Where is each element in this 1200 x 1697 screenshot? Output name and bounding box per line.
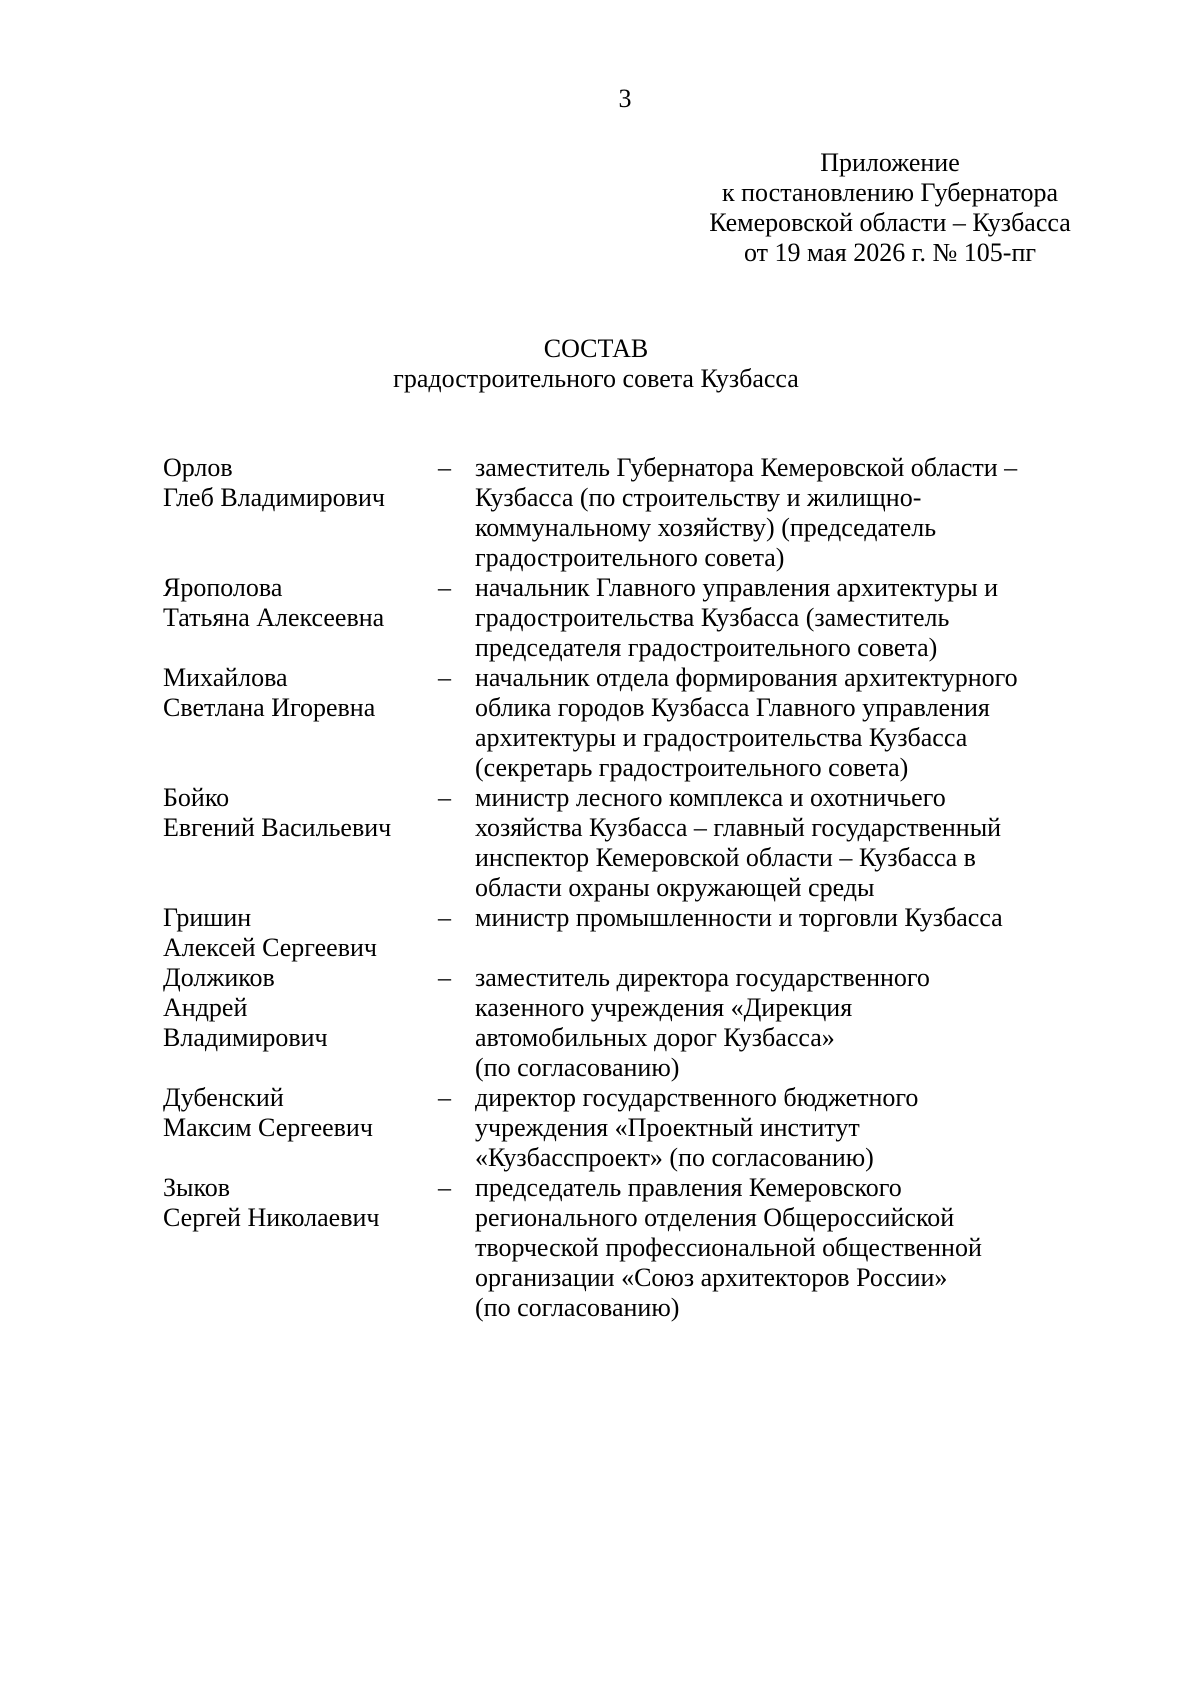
member-dash: – xyxy=(438,1173,451,1202)
member-row xyxy=(163,1173,1123,1323)
member-name-line: Андрей xyxy=(163,993,248,1022)
member-role-line: директор государственного бюджетного xyxy=(475,1083,919,1112)
member-name xyxy=(163,1173,438,1323)
member-role xyxy=(475,663,1045,783)
member-name xyxy=(163,963,438,1083)
member-role xyxy=(475,573,1045,663)
member-name xyxy=(163,1083,438,1173)
appendix-line: Кемеровской области – Кузбасса xyxy=(709,208,1071,237)
member-role-line: области охраны окружающей среды xyxy=(475,873,875,902)
member-role-line: организации «Союз архитекторов России» xyxy=(475,1263,948,1292)
page-number: 3 xyxy=(618,84,632,113)
member-role-line: заместитель директора государственного xyxy=(475,963,930,992)
member-role-line: градостроительного совета) xyxy=(475,543,785,572)
title-heading: СОСТАВ xyxy=(543,334,649,363)
member-role-line: автомобильных дорог Кузбасса» xyxy=(475,1023,835,1052)
member-name xyxy=(163,573,438,663)
member-role xyxy=(475,783,1045,903)
member-role-line: «Кузбасспроект» (по согласованию) xyxy=(475,1143,874,1172)
member-role-line: хозяйства Кузбасса – главный государственный xyxy=(475,813,1002,842)
member-role xyxy=(475,1173,1045,1323)
member-name xyxy=(163,453,438,573)
member-role-line: регионального отделения Общероссийской xyxy=(475,1203,955,1232)
member-role-line: начальник отдела формирования архитектурного xyxy=(475,663,1018,692)
member-row xyxy=(163,963,1123,1083)
member-role xyxy=(475,453,1045,573)
member-role-line: градостроительства Кузбасса (заместитель xyxy=(475,603,950,632)
member-name-line: Евгений Васильевич xyxy=(163,813,392,842)
member-role-line: Кузбасса (по строительству и жилищно- xyxy=(475,483,922,512)
member-name-line: Зыков xyxy=(163,1173,231,1202)
member-row xyxy=(163,783,1123,903)
member-role xyxy=(475,1083,1045,1173)
member-name-line: Дубенский xyxy=(163,1083,284,1112)
member-name-line: Татьяна Алексеевна xyxy=(163,603,385,632)
appendix-line: к постановлению Губернатора xyxy=(721,178,1059,207)
appendix-header xyxy=(690,148,1090,268)
members-list xyxy=(163,453,1123,1323)
member-name xyxy=(163,783,438,903)
member-role-line: (по согласованию) xyxy=(475,1053,680,1082)
member-name-line: Михайлова xyxy=(163,663,288,692)
member-dash: – xyxy=(438,663,451,692)
document-title xyxy=(0,334,1192,394)
member-dash: – xyxy=(438,783,451,812)
member-name-line: Орлов xyxy=(163,453,233,482)
member-name-line: Владимирович xyxy=(163,1023,328,1052)
member-row xyxy=(163,573,1123,663)
appendix-line: Приложение xyxy=(820,148,960,177)
member-role-line: казенного учреждения «Дирекция xyxy=(475,993,853,1022)
member-role-line: министр лесного комплекса и охотничьего xyxy=(475,783,946,812)
appendix-line: от 19 мая 2026 г. № 105-пг xyxy=(743,238,1037,267)
member-dash: – xyxy=(438,453,451,482)
member-name-line: Гришин xyxy=(163,903,252,932)
member-role-line: коммунальному хозяйству) (председатель xyxy=(475,513,937,542)
member-dash: – xyxy=(438,903,451,932)
member-dash: – xyxy=(438,573,451,602)
member-role-line: председателя градостроительного совета) xyxy=(475,633,938,662)
member-row xyxy=(163,903,1123,963)
member-role-line: творческой профессиональной общественной xyxy=(475,1233,982,1262)
member-name xyxy=(163,663,438,783)
member-name-line: Ярополова xyxy=(163,573,283,602)
member-name-line: Должиков xyxy=(163,963,275,992)
member-role-line: облика городов Кузбасса Главного управления xyxy=(475,693,990,722)
member-role-line: начальник Главного управления архитектуры и xyxy=(475,573,999,602)
member-row xyxy=(163,663,1123,783)
member-name-line: Светлана Игоревна xyxy=(163,693,376,722)
title-subheading: градостроительного совета Кузбасса xyxy=(393,364,799,393)
member-name-line: Глеб Владимирович xyxy=(163,483,385,512)
member-role-line: инспектор Кемеровской области – Кузбасса в xyxy=(475,843,976,872)
member-role xyxy=(475,963,1045,1083)
member-role-line: учреждения «Проектный институт xyxy=(475,1113,860,1142)
member-name-line: Сергей Николаевич xyxy=(163,1203,380,1232)
member-role xyxy=(475,903,1045,963)
member-role-line: председатель правления Кемеровского xyxy=(475,1173,902,1202)
member-name-line: Алексей Сергеевич xyxy=(163,933,377,962)
member-role-line: министр промышленности и торговли Кузбасса xyxy=(475,903,1003,932)
member-row xyxy=(163,453,1123,573)
member-role-line: (по согласованию) xyxy=(475,1293,680,1322)
member-role-line: (секретарь градостроительного совета) xyxy=(475,753,909,782)
member-role-line: заместитель Губернатора Кемеровской области – xyxy=(475,453,1018,482)
member-name-line: Бойко xyxy=(163,783,230,812)
member-name xyxy=(163,903,438,963)
member-dash: – xyxy=(438,963,451,992)
member-name-line: Максим Сергеевич xyxy=(163,1113,373,1142)
member-dash: – xyxy=(438,1083,451,1112)
member-row xyxy=(163,1083,1123,1173)
member-role-line: архитектуры и градостроительства Кузбасса xyxy=(475,723,968,752)
